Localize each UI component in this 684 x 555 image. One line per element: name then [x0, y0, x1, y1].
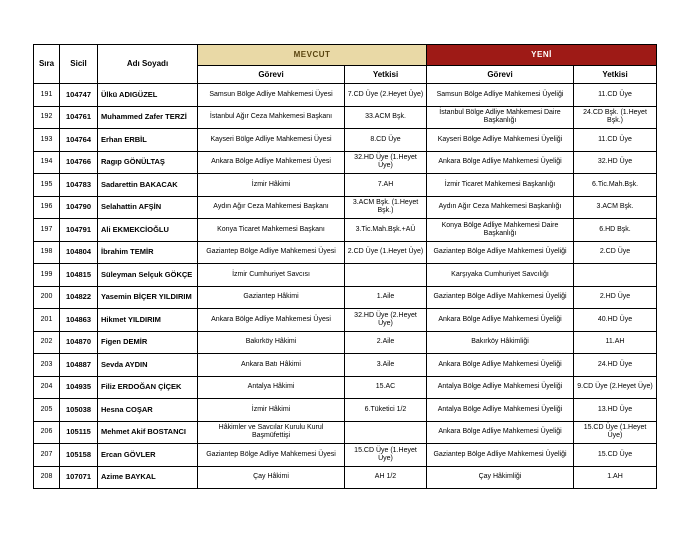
cell-sicil: 104791	[60, 219, 98, 242]
cell-sira: 205	[34, 399, 60, 422]
header-yeni-gorevi: Görevi	[427, 66, 574, 84]
cell-adi-soyadi: Hikmet YILDIRIM	[98, 309, 198, 332]
cell-mevcut-yetkisi: 8.CD Üye	[345, 129, 427, 152]
header-sicil: Sicil	[60, 45, 98, 84]
cell-mevcut-yetkisi: 33.ACM Bşk.	[345, 106, 427, 129]
cell-yeni-yetkisi: 2.CD Üye	[574, 241, 657, 264]
cell-mevcut-yetkisi	[345, 264, 427, 287]
table-row	[34, 376, 657, 399]
assignment-table	[33, 44, 657, 489]
table-row	[34, 196, 657, 219]
cell-mevcut-gorevi: İzmir Hâkimi	[198, 399, 345, 422]
cell-yeni-gorevi: Aydın Ağır Ceza Mahkemesi Başkanlığı	[427, 196, 574, 219]
cell-sira: 200	[34, 286, 60, 309]
cell-sira: 202	[34, 331, 60, 354]
cell-adi-soyadi: Filiz ERDOĞAN ÇİÇEK	[98, 376, 198, 399]
cell-sira: 201	[34, 309, 60, 332]
cell-yeni-gorevi: Kayseri Bölge Adliye Mahkemesi Üyeliği	[427, 129, 574, 152]
cell-yeni-gorevi: İstanbul Bölge Adliye Mahkemesi Daire Başkanlığı	[427, 106, 574, 129]
cell-mevcut-gorevi: Ankara Batı Hâkimi	[198, 354, 345, 377]
cell-yeni-yetkisi: 24.CD Bşk. (1.Heyet Bşk.)	[574, 106, 657, 129]
table-row	[34, 444, 657, 467]
cell-yeni-gorevi: Karşıyaka Cumhuriyet Savcılığı	[427, 264, 574, 287]
cell-yeni-gorevi: Antalya Bölge Adliye Mahkemesi Üyeliği	[427, 399, 574, 422]
table-row	[34, 129, 657, 152]
cell-mevcut-yetkisi: 6.Tüketici 1/2	[345, 399, 427, 422]
cell-sira: 197	[34, 219, 60, 242]
cell-sicil: 104761	[60, 106, 98, 129]
cell-yeni-yetkisi: 11.CD Üye	[574, 84, 657, 107]
cell-sicil: 104783	[60, 174, 98, 197]
cell-yeni-yetkisi: 15.CD Üye	[574, 444, 657, 467]
cell-adi-soyadi: Figen DEMİR	[98, 331, 198, 354]
cell-adi-soyadi: Ali EKMEKCİOĞLU	[98, 219, 198, 242]
table-row	[34, 174, 657, 197]
cell-mevcut-yetkisi: 3.Aile	[345, 354, 427, 377]
cell-yeni-yetkisi: 6.HD Bşk.	[574, 219, 657, 242]
cell-adi-soyadi: Ülkü ADIGÜZEL	[98, 84, 198, 107]
cell-yeni-gorevi: Gaziantep Bölge Adliye Mahkemesi Üyeliği	[427, 241, 574, 264]
cell-sira: 207	[34, 444, 60, 467]
cell-adi-soyadi: Selahattin AFŞİN	[98, 196, 198, 219]
cell-yeni-yetkisi: 3.ACM Bşk.	[574, 196, 657, 219]
table-row	[34, 241, 657, 264]
cell-sicil: 104766	[60, 151, 98, 174]
table-row	[34, 399, 657, 422]
table-row	[34, 331, 657, 354]
cell-sicil: 104935	[60, 376, 98, 399]
cell-sicil: 104790	[60, 196, 98, 219]
cell-adi-soyadi: Sadarettin BAKACAK	[98, 174, 198, 197]
cell-yeni-gorevi: İzmir Ticaret Mahkemesi Başkanlığı	[427, 174, 574, 197]
table-body	[34, 84, 657, 489]
cell-yeni-gorevi: Ankara Bölge Adliye Mahkemesi Üyeliği	[427, 309, 574, 332]
cell-sicil: 104822	[60, 286, 98, 309]
table-row	[34, 219, 657, 242]
cell-sicil: 104804	[60, 241, 98, 264]
cell-sicil: 104887	[60, 354, 98, 377]
cell-mevcut-yetkisi: 15.CD Üye (1.Heyet Üye)	[345, 444, 427, 467]
cell-yeni-yetkisi	[574, 264, 657, 287]
table-row	[34, 286, 657, 309]
cell-yeni-gorevi: Gaziantep Bölge Adliye Mahkemesi Üyeliği	[427, 286, 574, 309]
cell-adi-soyadi: Hesna COŞAR	[98, 399, 198, 422]
cell-adi-soyadi: Erhan ERBİL	[98, 129, 198, 152]
cell-yeni-gorevi: Gaziantep Bölge Adliye Mahkemesi Üyeliği	[427, 444, 574, 467]
cell-mevcut-gorevi: İzmir Hâkimi	[198, 174, 345, 197]
cell-sira: 193	[34, 129, 60, 152]
table-row	[34, 354, 657, 377]
cell-mevcut-gorevi: Ankara Bölge Adliye Mahkemesi Üyesi	[198, 151, 345, 174]
cell-yeni-yetkisi: 40.HD Üye	[574, 309, 657, 332]
cell-yeni-yetkisi: 15.CD Üye (1.Heyet Üye)	[574, 421, 657, 444]
cell-yeni-gorevi: Çay Hâkimliği	[427, 466, 574, 489]
cell-yeni-yetkisi: 32.HD Üye	[574, 151, 657, 174]
cell-mevcut-gorevi: İzmir Cumhuriyet Savcısı	[198, 264, 345, 287]
cell-sira: 206	[34, 421, 60, 444]
cell-mevcut-gorevi: Konya Ticaret Mahkemesi Başkanı	[198, 219, 345, 242]
cell-sicil: 105038	[60, 399, 98, 422]
cell-sicil: 107071	[60, 466, 98, 489]
cell-mevcut-yetkisi: 2.Aile	[345, 331, 427, 354]
table-row	[34, 106, 657, 129]
cell-yeni-yetkisi: 11.AH	[574, 331, 657, 354]
table-row	[34, 466, 657, 489]
cell-yeni-yetkisi: 24.HD Üye	[574, 354, 657, 377]
cell-sicil: 104863	[60, 309, 98, 332]
cell-yeni-yetkisi: 11.CD Üye	[574, 129, 657, 152]
table-row	[34, 421, 657, 444]
cell-mevcut-yetkisi: 7.CD Üye (2.Heyet Üye)	[345, 84, 427, 107]
cell-sicil: 104815	[60, 264, 98, 287]
cell-mevcut-gorevi: Hâkimler ve Savcılar Kurulu Kurul Başmüfettişi	[198, 421, 345, 444]
table-row	[34, 264, 657, 287]
cell-mevcut-gorevi: Bakırköy Hâkimi	[198, 331, 345, 354]
cell-adi-soyadi: Ragıp GÖNÜLTAŞ	[98, 151, 198, 174]
cell-sira: 196	[34, 196, 60, 219]
cell-sicil: 104870	[60, 331, 98, 354]
cell-sicil: 105115	[60, 421, 98, 444]
header-mevcut-yetkisi: Yetkisi	[345, 66, 427, 84]
cell-sira: 204	[34, 376, 60, 399]
cell-mevcut-yetkisi	[345, 421, 427, 444]
cell-yeni-yetkisi: 13.HD Üye	[574, 399, 657, 422]
cell-sira: 191	[34, 84, 60, 107]
cell-mevcut-gorevi: Kayseri Bölge Adliye Mahkemesi Üyesi	[198, 129, 345, 152]
cell-mevcut-yetkisi: 3.ACM Bşk. (1.Heyet Bşk.)	[345, 196, 427, 219]
cell-mevcut-yetkisi: 2.CD Üye (1.Heyet Üye)	[345, 241, 427, 264]
cell-mevcut-gorevi: Çay Hâkimi	[198, 466, 345, 489]
cell-adi-soyadi: Muhammed Zafer TERZİ	[98, 106, 198, 129]
table-row	[34, 309, 657, 332]
cell-mevcut-yetkisi: AH 1/2	[345, 466, 427, 489]
cell-mevcut-gorevi: Ankara Bölge Adliye Mahkemesi Üyesi	[198, 309, 345, 332]
cell-mevcut-gorevi: Aydın Ağır Ceza Mahkemesi Başkanı	[198, 196, 345, 219]
cell-mevcut-gorevi: İstanbul Ağır Ceza Mahkemesi Başkanı	[198, 106, 345, 129]
cell-adi-soyadi: Azime BAYKAL	[98, 466, 198, 489]
header-sira: Sıra	[34, 45, 60, 84]
cell-yeni-gorevi: Ankara Bölge Adliye Mahkemesi Üyeliği	[427, 354, 574, 377]
cell-sicil: 104747	[60, 84, 98, 107]
cell-sicil: 104764	[60, 129, 98, 152]
cell-sicil: 105158	[60, 444, 98, 467]
cell-adi-soyadi: Yasemin BİÇER YILDIRIM	[98, 286, 198, 309]
cell-sira: 203	[34, 354, 60, 377]
cell-yeni-gorevi: Samsun Bölge Adliye Mahkemesi Üyeliği	[427, 84, 574, 107]
cell-yeni-yetkisi: 9.CD Üye (2.Heyet Üye)	[574, 376, 657, 399]
header-adi-soyadi: Adı Soyadı	[98, 45, 198, 84]
cell-sira: 208	[34, 466, 60, 489]
cell-yeni-gorevi: Antalya Bölge Adliye Mahkemesi Üyeliği	[427, 376, 574, 399]
cell-mevcut-yetkisi: 15.AC	[345, 376, 427, 399]
cell-adi-soyadi: Ercan GÖVLER	[98, 444, 198, 467]
cell-yeni-gorevi: Ankara Bölge Adliye Mahkemesi Üyeliği	[427, 421, 574, 444]
assignment-table-sheet	[33, 44, 657, 489]
cell-yeni-gorevi: Ankara Bölge Adliye Mahkemesi Üyeliği	[427, 151, 574, 174]
cell-mevcut-yetkisi: 32.HD Üye (1.Heyet Üye)	[345, 151, 427, 174]
cell-sira: 198	[34, 241, 60, 264]
cell-mevcut-gorevi: Samsun Bölge Adliye Mahkemesi Üyesi	[198, 84, 345, 107]
cell-adi-soyadi: Süleyman Selçuk GÖKÇE	[98, 264, 198, 287]
cell-mevcut-yetkisi: 3.Tic.Mah.Bşk.+AÜ	[345, 219, 427, 242]
table-row	[34, 84, 657, 107]
header-mevcut: MEVCUT	[198, 45, 427, 66]
cell-adi-soyadi: Mehmet Akif BOSTANCI	[98, 421, 198, 444]
cell-mevcut-gorevi: Gaziantep Bölge Adliye Mahkemesi Üyesi	[198, 241, 345, 264]
cell-sira: 194	[34, 151, 60, 174]
cell-yeni-yetkisi: 1.AH	[574, 466, 657, 489]
cell-yeni-yetkisi: 2.HD Üye	[574, 286, 657, 309]
cell-mevcut-gorevi: Gaziantep Hâkimi	[198, 286, 345, 309]
cell-sira: 195	[34, 174, 60, 197]
cell-sira: 192	[34, 106, 60, 129]
cell-yeni-gorevi: Bakırköy Hâkimliği	[427, 331, 574, 354]
cell-adi-soyadi: Sevda AYDIN	[98, 354, 198, 377]
cell-yeni-gorevi: Konya Bölge Adliye Mahkemesi Daire Başkanlığı	[427, 219, 574, 242]
cell-mevcut-yetkisi: 32.HD Üye (2.Heyet Üye)	[345, 309, 427, 332]
cell-yeni-yetkisi: 6.Tic.Mah.Bşk.	[574, 174, 657, 197]
header-yeni-yetkisi: Yetkisi	[574, 66, 657, 84]
header-yeni: YENİ	[427, 45, 657, 66]
cell-mevcut-gorevi: Antalya Hâkimi	[198, 376, 345, 399]
cell-mevcut-yetkisi: 1.Aile	[345, 286, 427, 309]
table-row	[34, 151, 657, 174]
cell-mevcut-gorevi: Gaziantep Bölge Adliye Mahkemesi Üyesi	[198, 444, 345, 467]
cell-sira: 199	[34, 264, 60, 287]
cell-mevcut-yetkisi: 7.AH	[345, 174, 427, 197]
header-mevcut-gorevi: Görevi	[198, 66, 345, 84]
cell-adi-soyadi: İbrahim TEMİR	[98, 241, 198, 264]
